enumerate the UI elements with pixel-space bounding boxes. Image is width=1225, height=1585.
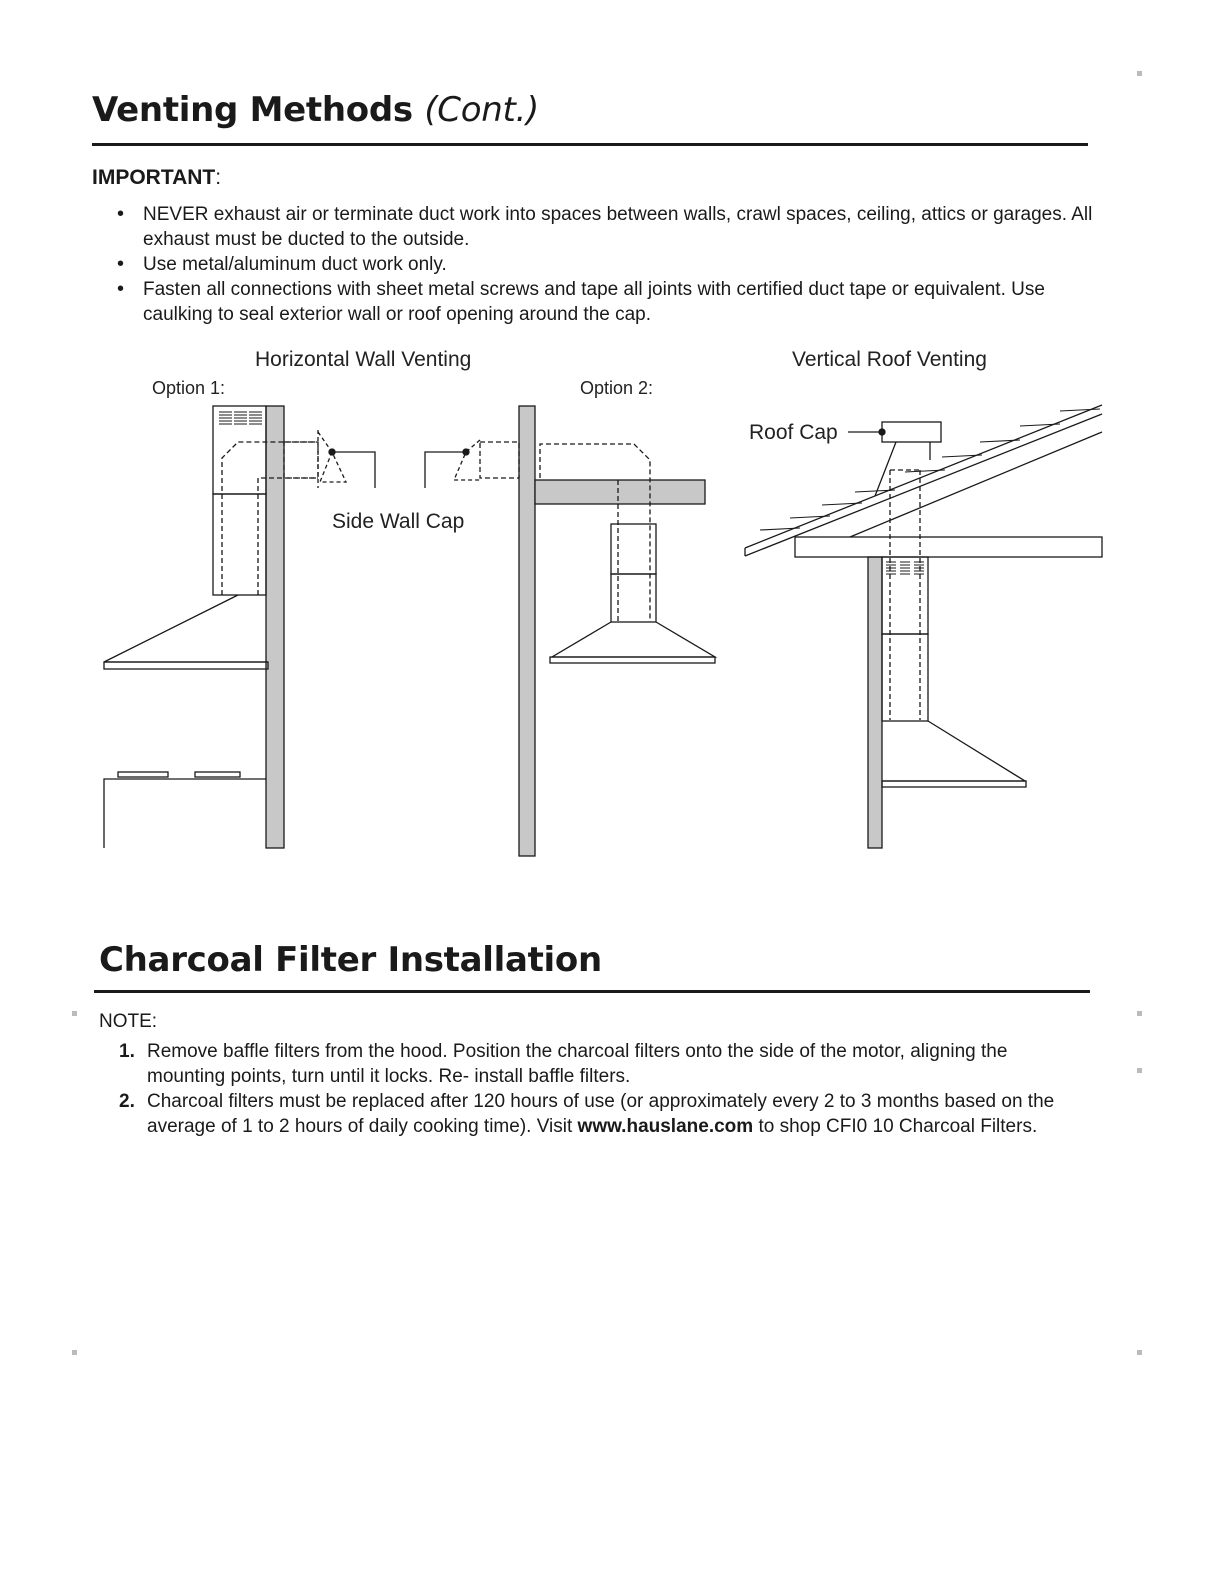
scan-mark bbox=[1137, 1011, 1142, 1016]
option1-duct-through-wall bbox=[284, 442, 318, 478]
scan-mark bbox=[1137, 1068, 1142, 1073]
important-bullet: • Fasten all connections with sheet metal screws and tape all joints with certified duct tape or equivalent. Use caulking to seal exterior wall or roof opening around the cap. bbox=[95, 277, 1105, 327]
step-number: 1. bbox=[119, 1041, 135, 1062]
horizontal-venting-title: Horizontal Wall Venting bbox=[255, 348, 472, 371]
option2-hood bbox=[552, 622, 715, 657]
option-1-label: Option 1: bbox=[152, 378, 226, 398]
roof-cap bbox=[882, 422, 941, 442]
charcoal-step bbox=[99, 1039, 1059, 1089]
important-bullet: • Use metal/aluminum duct work only. bbox=[95, 252, 1105, 277]
option1-vent-grille-icon bbox=[219, 412, 262, 424]
hauslane-link[interactable]: www.hauslane.com bbox=[577, 1116, 754, 1137]
step-text: Charcoal filters must be replaced after 120 hours of use (or approximately every 2 to 3 months based on the average of 1 to 2 hours of daily cooking time). Visit bbox=[147, 1091, 1055, 1137]
venting-title-cont: (Cont.) bbox=[424, 90, 540, 130]
venting-title-main: Venting Methods bbox=[92, 90, 413, 130]
option2-hood-base bbox=[550, 657, 715, 663]
option1-range bbox=[104, 779, 266, 848]
vertical-venting-title: Vertical Roof Venting bbox=[792, 348, 987, 371]
roof-slope bbox=[745, 405, 1102, 556]
roof-shingles bbox=[760, 409, 1100, 530]
charcoal-steps bbox=[99, 1039, 1059, 1139]
scan-mark bbox=[1137, 1350, 1142, 1355]
roof-chimney-lower bbox=[882, 634, 928, 721]
charcoal-step bbox=[99, 1089, 1059, 1139]
side-wall-cap-2 bbox=[454, 440, 480, 480]
option1-hood bbox=[104, 595, 268, 662]
roof-cap-label: Roof Cap bbox=[749, 421, 838, 444]
step-number: 2. bbox=[119, 1091, 135, 1112]
option2-wall bbox=[519, 406, 535, 856]
option2-ceiling bbox=[535, 480, 705, 504]
scan-mark bbox=[1137, 71, 1142, 76]
option2-duct bbox=[540, 444, 650, 622]
note-label: NOTE: bbox=[99, 1011, 158, 1032]
important-colon: : bbox=[215, 166, 222, 189]
step-text-after: to shop CFI0 10 Charcoal Filters. bbox=[753, 1116, 1038, 1137]
option1-wall bbox=[266, 406, 284, 848]
scan-mark bbox=[72, 1350, 77, 1355]
roof-chimney-upper bbox=[882, 557, 928, 634]
charcoal-title-rule bbox=[94, 990, 1090, 993]
roof-hood-base bbox=[882, 781, 1026, 787]
step-text: Remove baffle filters from the hood. Position the charcoal filters onto the side of the motor, aligning the mounting points, turn until it locks. Re- install baffle filters. bbox=[147, 1041, 1008, 1087]
roof-vent-grille-icon bbox=[886, 562, 924, 574]
roof-wall bbox=[868, 557, 882, 848]
option1-hood-base bbox=[104, 662, 268, 669]
roof-duct bbox=[890, 470, 920, 720]
scan-mark bbox=[72, 1011, 77, 1016]
side-wall-cap-label: Side Wall Cap bbox=[332, 510, 465, 533]
roof-ceiling-beam bbox=[795, 537, 1102, 557]
important-bullet: • NEVER exhaust air or terminate duct work into spaces between walls, crawl spaces, ceiling, attics or garages. All exhaust must be ducted to the outside. bbox=[95, 202, 1105, 252]
option-2-label: Option 2: bbox=[580, 378, 654, 398]
option2-chimney-lower bbox=[611, 574, 656, 622]
roof-hood bbox=[882, 721, 1025, 781]
charcoal-title: Charcoal Filter Installation bbox=[99, 940, 602, 980]
side-wall-cap-1 bbox=[318, 432, 346, 482]
important-label: IMPORTANT bbox=[92, 166, 216, 189]
